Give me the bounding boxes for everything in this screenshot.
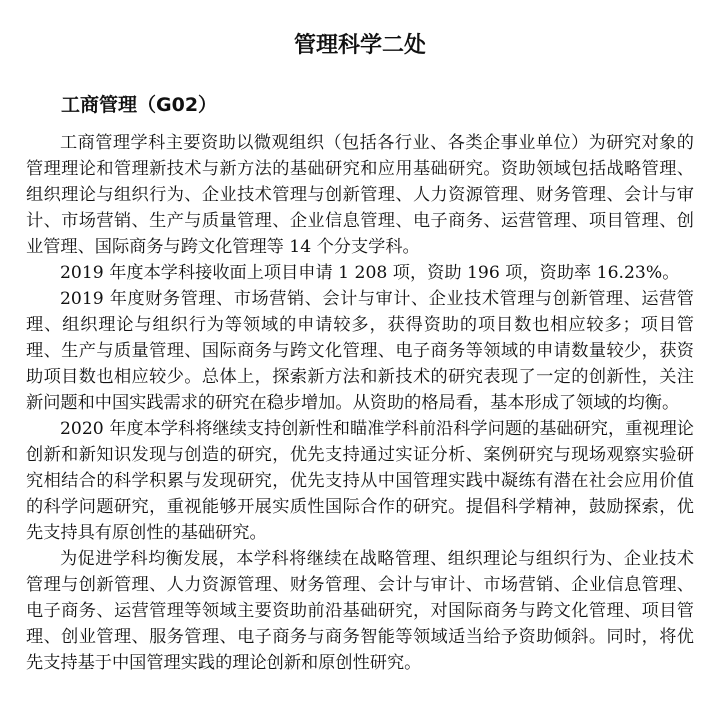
paragraph-2019-stats: 2019 年度本学科接收面上项目申请 1 208 项，资助 196 项，资助率 16.23%。	[60, 263, 680, 283]
paragraph-2019-analysis: 2019 年度财务管理、市场营销、会计与审计、企业技术管理与创新管理、运营管理、组织理论与组织行为等领域的申请较多，获得资助的项目数也相应较多；项目管理、生产与质量管理、国际商务与跨文化管理、电子商务等领域的申请数量较少，获资助项目数也相应较少。总体上，探索新方法和新技术的研究表现了一定的创新性，关注新问题和中国实践需求的研究在稳步增加。从资助的格局看，基本形成了领域的均衡。	[26, 289, 694, 413]
paragraph-2020-plan: 2020 年度本学科将继续支持创新性和瞄准学科前沿科学问题的基础研究，重视理论创新和新知识发现与创造的研究，优先支持通过实证分析、案例研究与现场观察实验研究相结合的科学积累与发现研究，优先支持从中国管理实践中凝练有潜在社会应用价值的科学问题研究，重视能够开展实质性国际合作的研究。提倡科学精神，鼓励探索，优先支持具有原创性的基础研究。	[26, 419, 694, 543]
body-text	[26, 130, 694, 676]
paragraph-balance: 为促进学科均衡发展，本学科将继续在战略管理、组织理论与组织行为、企业技术管理与创新管理、人力资源管理、财务管理、会计与审计、市场营销、企业信息管理、电子商务、运营管理等领域主要资助前沿基础研究，对国际商务与跨文化管理、项目管理、创业管理、服务管理、电子商务与商务智能等领域适当给予资助倾斜。同时，将优先支持基于中国管理实践的理论创新和原创性研究。	[26, 549, 694, 673]
paragraph-scope: 工商管理学科主要资助以微观组织（包括各行业、各类企事业单位）为研究对象的管理理论和管理新技术与新方法的基础研究和应用基础研究。资助领域包括战略管理、组织理论与组织行为、企业技术管理与创新管理、人力资源管理、财务管理、会计与审计、市场营销、生产与质量管理、企业信息管理、电子商务、运营管理、项目管理、创业管理、国际商务与跨文化管理等 14 个分支学科。	[26, 133, 694, 257]
section-title: 管理科学二处	[293, 33, 426, 58]
discipline-heading: 工商管理（G02）	[61, 94, 218, 116]
